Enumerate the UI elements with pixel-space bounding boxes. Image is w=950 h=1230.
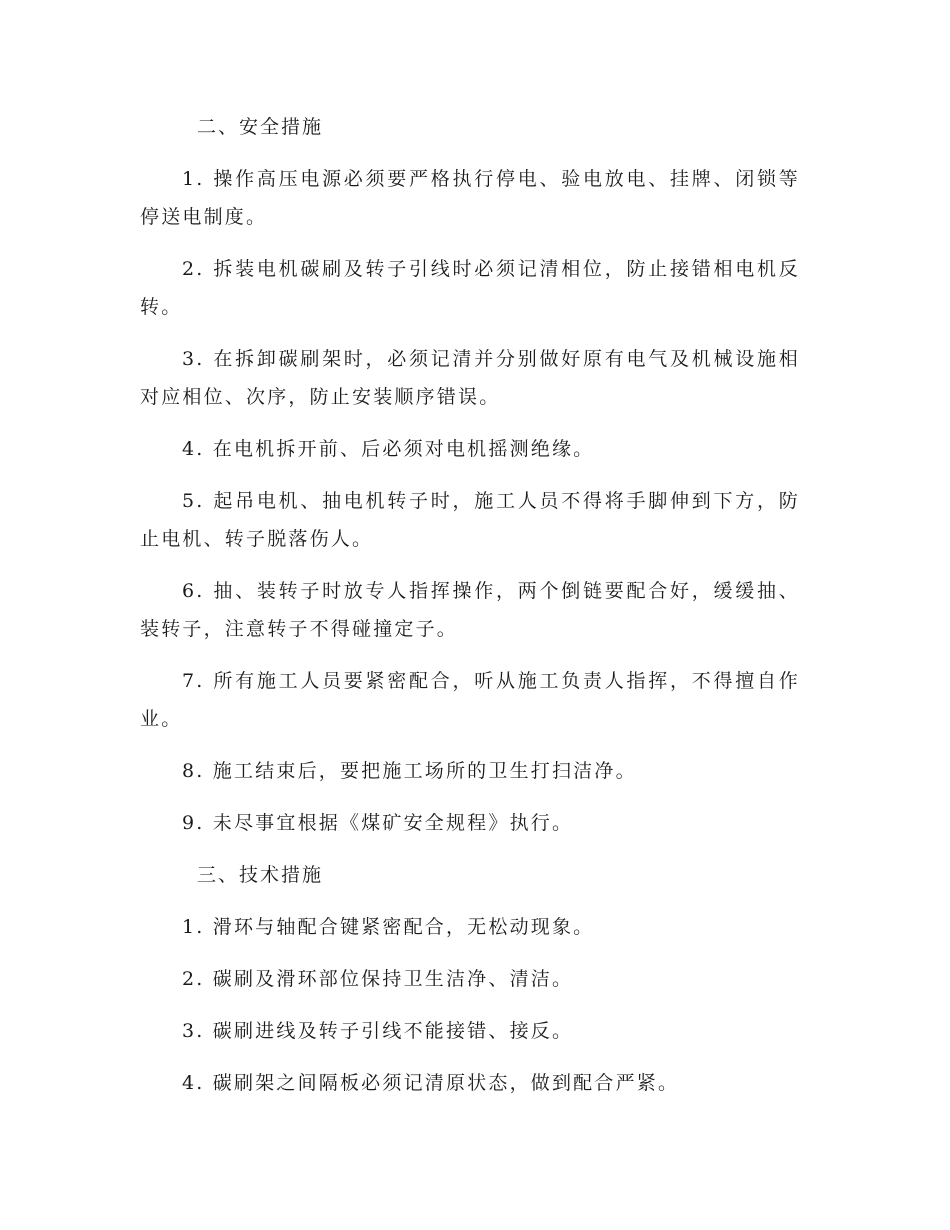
safety-item-9: 9. 未尽事宜根据《煤矿安全规程》执行。: [182, 812, 574, 834]
safety-item-7: 7. 所有施工人员要紧密配合，听从施工负责人指挥，不得擅自作业。: [140, 670, 800, 730]
technical-item-2: 2. 碳刷及滑环部位保持卫生洁净、清洁。: [182, 968, 574, 990]
safety-item-2: 2. 拆装电机碳刷及转子引线时必须记清相位，防止接错相电机反转。: [140, 258, 800, 318]
safety-item-5: 5. 起吊电机、抽电机转子时，施工人员不得将手脚伸到下方，防止电机、转子脱落伤人。: [140, 490, 800, 550]
document-page: [140, 108, 800, 1116]
safety-item-6: 6. 抽、装转子时放专人指挥操作，两个倒链要配合好，缓缓抽、装转子，注意转子不得碰撞定子。: [140, 580, 800, 640]
safety-item-4: 4. 在电机拆开前、后必须对电机摇测绝缘。: [182, 438, 595, 460]
section-heading-safety: 二、安全措施: [197, 116, 324, 138]
technical-item-1: 1. 滑环与轴配合键紧密配合，无松动现象。: [182, 916, 595, 938]
safety-item-3: 3. 在拆卸碳刷架时，必须记清并分别做好原有电气及机械设施相对应相位、次序，防止安装顺序错误。: [140, 348, 800, 408]
section-heading-technical: 三、技术措施: [197, 864, 324, 886]
safety-item-1: 1. 操作高压电源必须要严格执行停电、验电放电、挂牌、闭锁等停送电制度。: [140, 168, 800, 228]
technical-item-4: 4. 碳刷架之间隔板必须记清原状态，做到配合严紧。: [182, 1072, 680, 1094]
safety-item-8: 8. 施工结束后，要把施工场所的卫生打扫洁净。: [182, 760, 637, 782]
technical-item-3: 3. 碳刷进线及转子引线不能接错、接反。: [182, 1020, 574, 1042]
